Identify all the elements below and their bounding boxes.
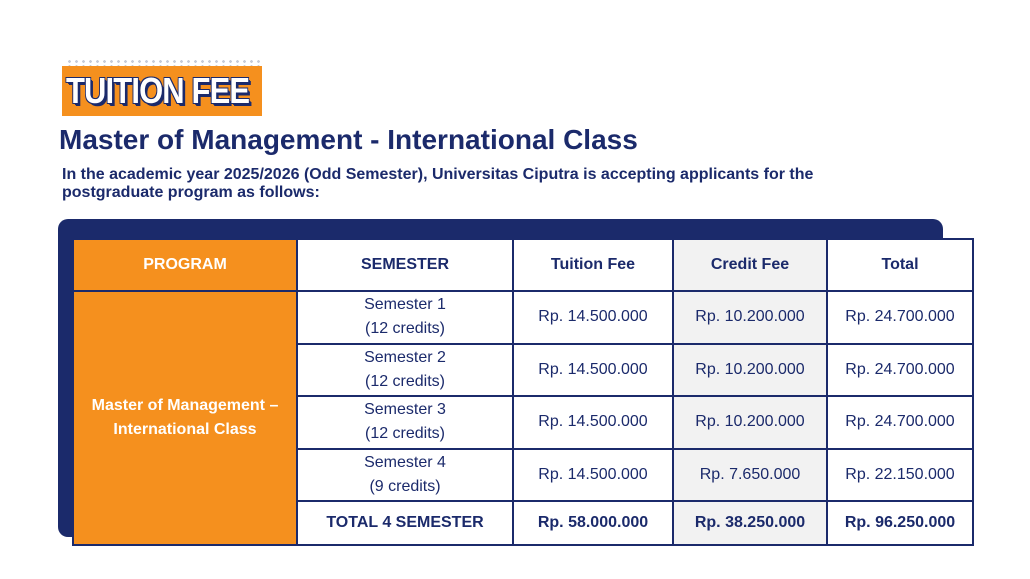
tuition-fee-cell: Rp. 14.500.000: [513, 291, 673, 344]
program-name-line2: International Class: [113, 421, 257, 438]
program-name-line1: Master of Management –: [91, 397, 279, 414]
semester-label: Semester 4: [364, 453, 446, 471]
semester-cell: [297, 396, 513, 449]
semester-label: Semester 3: [364, 401, 446, 419]
header-semester: SEMESTER: [297, 239, 513, 291]
total-cell: Rp. 24.700.000: [827, 344, 973, 397]
table-header-row: [73, 239, 973, 291]
tuition-fee-cell: Rp. 14.500.000: [513, 449, 673, 502]
semester-label: Semester 1: [364, 296, 446, 314]
total-credit-cell: Rp. 38.250.000: [673, 501, 827, 545]
tuition-fee-cell: Rp. 14.500.000: [513, 344, 673, 397]
semester-credits: (12 credits): [364, 372, 446, 390]
credit-fee-cell: Rp. 10.200.000: [673, 344, 827, 397]
header-tuition-fee: Tuition Fee: [513, 239, 673, 291]
credit-fee-cell: Rp. 10.200.000: [673, 396, 827, 449]
header-program: PROGRAM: [73, 239, 297, 291]
total-cell: Rp. 24.700.000: [827, 291, 973, 344]
semester-credits: (9 credits): [369, 477, 441, 495]
table-row: [73, 291, 973, 344]
tuition-fee-cell: Rp. 14.500.000: [513, 396, 673, 449]
page-title: Master of Management - International Class: [59, 124, 638, 155]
tuition-fee-badge-text: TUITION FEE: [66, 70, 250, 111]
grand-total-cell: Rp. 96.250.000: [827, 501, 973, 545]
tuition-fee-table: [72, 238, 974, 546]
credit-fee-cell: Rp. 7.650.000: [673, 449, 827, 502]
semester-credits: (12 credits): [364, 320, 446, 338]
semester-cell: [297, 344, 513, 397]
credit-fee-cell: Rp. 10.200.000: [673, 291, 827, 344]
semester-cell: [297, 449, 513, 502]
semester-cell: [297, 291, 513, 344]
semester-credits: (12 credits): [364, 425, 446, 443]
program-name-cell: [73, 291, 297, 545]
header-total: Total: [827, 239, 973, 291]
total-label-cell: TOTAL 4 SEMESTER: [297, 501, 513, 545]
semester-label: Semester 2: [364, 348, 446, 366]
header-credit-fee: Credit Fee: [673, 239, 827, 291]
total-cell: Rp. 22.150.000: [827, 449, 973, 502]
total-tuition-cell: Rp. 58.000.000: [513, 501, 673, 545]
total-cell: Rp. 24.700.000: [827, 396, 973, 449]
intro-text: In the academic year 2025/2026 (Odd Semester), Universitas Ciputra is accepting applicants for the postgraduate program as follows:: [62, 166, 814, 201]
